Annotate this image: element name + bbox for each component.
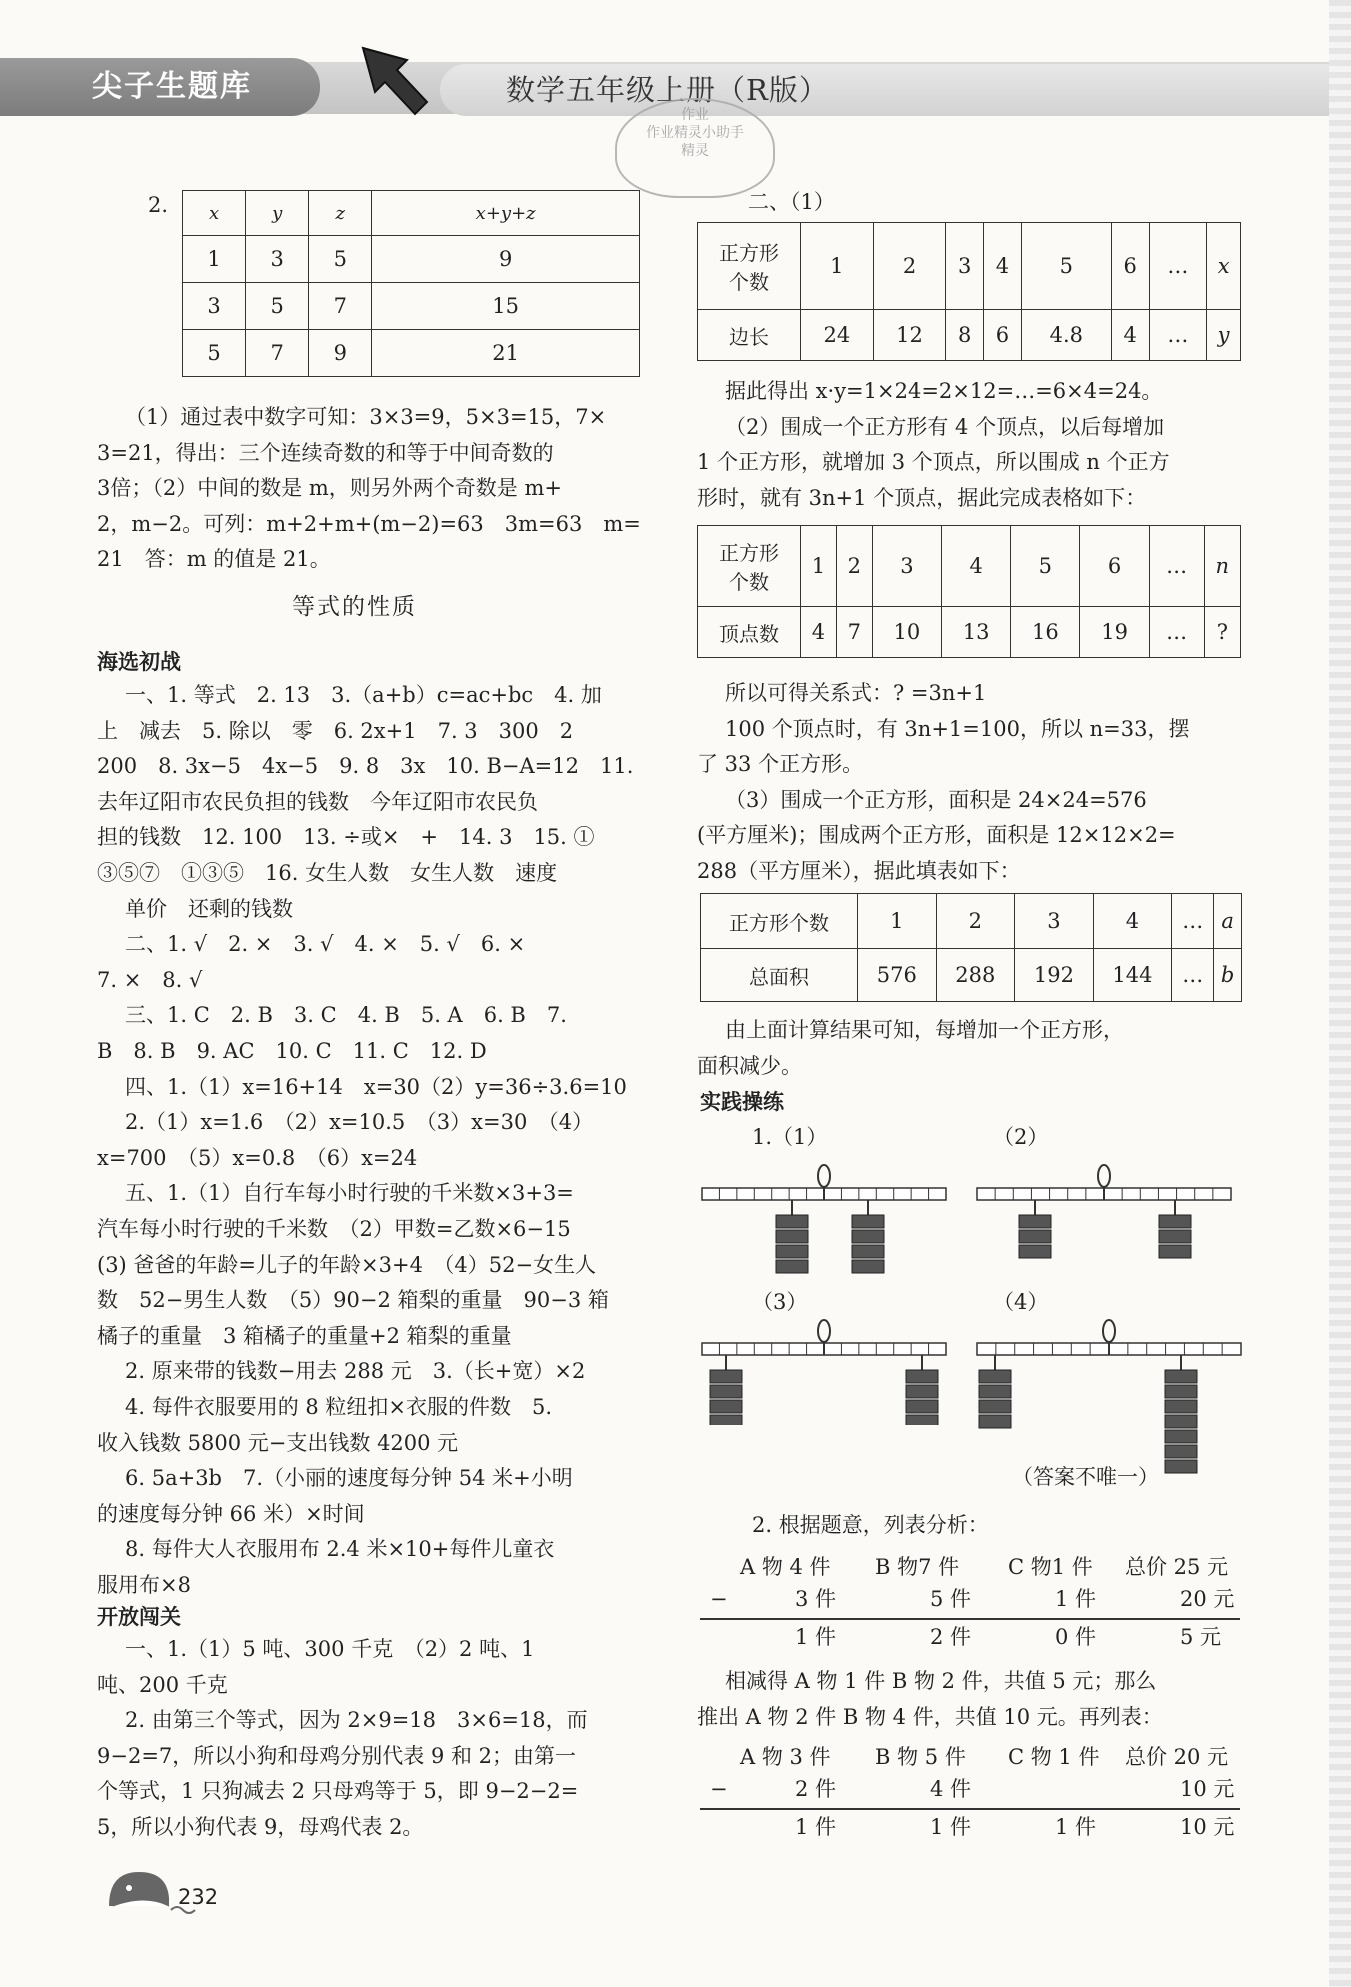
- text-line: 相减得 A 物 1 件 B 物 2 件，共值 5 元；那么: [725, 1669, 1157, 1693]
- p2: 2. 根据题意，列表分析：: [752, 1513, 989, 1537]
- weight-block: [979, 1415, 1011, 1428]
- balance-ring: [1103, 1320, 1115, 1342]
- text-line: (平方厘米)；围成两个正方形，面积是 12×12×2=: [697, 823, 1176, 847]
- table-cell: 5: [183, 330, 246, 377]
- text-line: 三、1. C 2. B 3. C 4. B 5. A 6. B 7.: [125, 1003, 567, 1028]
- text-line: 服用布×8: [97, 1573, 191, 1597]
- calc-cell: A 物 4 件: [740, 1555, 831, 1579]
- page-edge: [1329, 0, 1351, 1987]
- calc-cell: 1 件: [795, 1815, 837, 1839]
- calc-cell: 5 件: [930, 1587, 972, 1611]
- weight-block: [710, 1400, 742, 1413]
- calc-cell: 10 元: [1180, 1777, 1235, 1801]
- text-line: 据此得出 x·y=1×24=2×12=…=6×4=24。: [725, 379, 1163, 403]
- table-cell: 7: [246, 330, 309, 377]
- calc-cell: B 物 5 件: [875, 1745, 966, 1769]
- calc-cell: 1 件: [1055, 1587, 1097, 1611]
- calc-cell: 总价 20 元: [1125, 1745, 1229, 1769]
- weight-block: [1019, 1215, 1051, 1228]
- table-cell: 1: [183, 236, 246, 283]
- table-row: [698, 526, 1241, 607]
- row-label: 顶点数: [698, 607, 801, 658]
- weight-block: [1165, 1385, 1197, 1398]
- table-cell: a: [1214, 894, 1242, 949]
- weight-block: [1165, 1370, 1197, 1383]
- table-xyz: [182, 190, 640, 377]
- table-row: [701, 949, 1242, 1002]
- header-cell: y: [246, 191, 309, 236]
- weight-block: [776, 1215, 808, 1228]
- text-line: （1）通过表中数字可知：3×3=9，5×3=15，7×: [125, 405, 607, 429]
- table-cell: 1: [801, 223, 874, 310]
- fig-label-2: （2）: [993, 1125, 1049, 1149]
- text-line: 汽车每小时行驶的千米数 （2）甲数=乙数×6−15: [97, 1217, 571, 1241]
- table-cell: 2: [836, 526, 872, 607]
- balance-ring: [818, 1320, 830, 1342]
- text-line: 个等式，1 只狗减去 2 只母鸡等于 5，即 9−2−2=: [97, 1779, 579, 1803]
- weight-block: [1159, 1215, 1191, 1228]
- text-line: 2. 由第三个等式，因为 2×9=18 3×6=18，而: [125, 1708, 588, 1732]
- table-row: [183, 236, 640, 283]
- text-line: B 8. B 9. AC 10. C 11. C 12. D: [97, 1039, 487, 1063]
- table-cell: …: [1172, 894, 1214, 949]
- table-cell: …: [1149, 223, 1207, 310]
- text-line: 面积减少。: [697, 1053, 802, 1078]
- calc-cell: 0 件: [1055, 1625, 1097, 1649]
- text-line: 5，所以小狗代表 9，母鸡代表 2。: [97, 1814, 424, 1839]
- table-cell: 21: [372, 330, 640, 377]
- table-cell: 7: [836, 607, 872, 658]
- text-line: 四、1.（1）x=16+14 x=30（2）y=36÷3.6=10: [125, 1074, 627, 1099]
- table-cell: 2: [873, 223, 946, 310]
- table-row: [701, 894, 1242, 949]
- table-row: [698, 607, 1241, 658]
- table-cell: 12: [873, 310, 946, 361]
- weight-block: [1159, 1230, 1191, 1243]
- calc-cell: C 物1 件: [1008, 1555, 1093, 1579]
- table-cell: …: [1149, 607, 1204, 658]
- text-line: 一、1.（1）5 吨、300 千克 （2）2 吨、1: [125, 1637, 535, 1661]
- calc-cell: 2 件: [795, 1777, 837, 1801]
- weight-block: [1165, 1400, 1197, 1413]
- row-label: 总面积: [701, 949, 858, 1002]
- weight-block: [776, 1245, 808, 1258]
- calc-cell: 总价 25 元: [1125, 1555, 1229, 1579]
- table-cell: 9: [372, 236, 640, 283]
- text-line: 形时，就有 3n+1 个顶点，据此完成表格如下：: [697, 485, 1147, 510]
- table-cell: 2: [936, 894, 1015, 949]
- calc-cell: 1 件: [795, 1625, 837, 1649]
- calc-cell: 20 元: [1180, 1587, 1235, 1611]
- weight-block: [710, 1415, 742, 1425]
- table-cell: 3: [872, 526, 941, 607]
- fig-label-4: （4）: [993, 1290, 1049, 1314]
- table-cell: 4: [942, 526, 1011, 607]
- table-cell: 15: [372, 283, 640, 330]
- calc-cell: A 物 3 件: [740, 1745, 831, 1769]
- table-cell: 16: [1011, 607, 1080, 658]
- table-cell: 19: [1080, 607, 1149, 658]
- table-cell: 3: [946, 223, 984, 310]
- right-head: 二、（1）: [748, 190, 835, 214]
- text-line: 由上面计算结果可知，每增加一个正方形，: [725, 1018, 1124, 1042]
- text-line: 担的钱数 12. 100 13. ÷或× + 14. 3 15. ①: [97, 825, 595, 850]
- table-cell: 5: [309, 236, 372, 283]
- text-line: 3倍；（2）中间的数是 m，则另外两个奇数是 m+: [97, 476, 562, 500]
- weight-block: [710, 1385, 742, 1398]
- weight-block: [776, 1230, 808, 1243]
- weight-block: [852, 1230, 884, 1243]
- table-cell: 1: [801, 526, 837, 607]
- minus-sign: −: [710, 1587, 728, 1611]
- table-cell: 144: [1093, 949, 1172, 1002]
- calc-cell: 3 件: [795, 1587, 837, 1611]
- weight-block: [1165, 1430, 1197, 1443]
- table-cell: 9: [309, 330, 372, 377]
- table-cell: 7: [309, 283, 372, 330]
- row-label: 正方形个数: [698, 223, 801, 310]
- arrow-icon: [355, 40, 435, 120]
- table-cell: 1: [858, 894, 937, 949]
- text-line: （2）围成一个正方形有 4 个顶点，以后每增加: [725, 414, 1165, 439]
- text-line: 3=21，得出：三个连续奇数的和等于中间奇数的: [97, 440, 554, 465]
- text-line: 吨、200 千克: [97, 1672, 228, 1697]
- weight-block: [979, 1400, 1011, 1413]
- book-title: 数学五年级上册（R版）: [440, 64, 1350, 116]
- table-cell: 3: [246, 236, 309, 283]
- text-line: 8. 每件大人衣服用布 2.4 米×10+每件儿童衣: [125, 1537, 555, 1562]
- text-line: 二、1. √ 2. × 3. √ 4. × 5. √ 6. ×: [125, 932, 526, 957]
- balance-figure-1: [700, 1160, 950, 1280]
- text-line: 1 个正方形，就增加 3 个顶点，所以围成 n 个正方: [697, 450, 1170, 474]
- calc-cell: 1 件: [930, 1815, 972, 1839]
- text-line: x=700 （5）x=0.8 （6）x=24: [97, 1145, 418, 1170]
- table-cell: 576: [858, 949, 937, 1002]
- weight-block: [1159, 1245, 1191, 1258]
- text-line: 收入钱数 5800 元−支出钱数 4200 元: [97, 1430, 459, 1455]
- table-cell: n: [1204, 526, 1240, 607]
- text-line: （3）围成一个正方形，面积是 24×24=576: [725, 787, 1147, 812]
- table-cell: ?: [1204, 607, 1240, 658]
- weight-block: [852, 1260, 884, 1273]
- table-cell: 5: [1021, 223, 1111, 310]
- balance-ring: [818, 1165, 830, 1187]
- text-line: 2. 原来带的钱数−用去 288 元 3.（长+宽）×2: [125, 1359, 586, 1384]
- section-title: 等式的性质: [292, 594, 417, 620]
- calc-cell: B 物7 件: [875, 1555, 960, 1579]
- table-cell: …: [1172, 949, 1214, 1002]
- weight-block: [1165, 1460, 1197, 1473]
- table-row: [698, 223, 1241, 310]
- text-line: 的速度每分钟 66 米）×时间: [97, 1501, 365, 1526]
- table-cell: b: [1214, 949, 1242, 1002]
- weight-block: [852, 1245, 884, 1258]
- q2-label: 2.: [148, 193, 169, 217]
- calc-rule: [700, 1618, 1240, 1620]
- fig-label-3: （3）: [752, 1290, 808, 1314]
- text-line: 288（平方厘米），据此填表如下：: [697, 858, 1021, 883]
- table-cell: 4.8: [1021, 310, 1111, 361]
- table-cell: 3: [183, 283, 246, 330]
- calc-cell: 10 元: [1180, 1815, 1235, 1839]
- calc-cell: 2 件: [930, 1625, 972, 1649]
- row-label: 边长: [698, 310, 801, 361]
- calc-cell: 4 件: [930, 1777, 972, 1801]
- table-cell: x: [1207, 223, 1241, 310]
- sub-heading-3: 实践操练: [700, 1090, 784, 1114]
- text-line: 五、1.（1）自行车每小时行驶的千米数×3+3=: [125, 1181, 574, 1206]
- table-cell: 8: [946, 310, 984, 361]
- sub-heading-2: 开放闯关: [97, 1605, 181, 1629]
- weight-block: [1165, 1445, 1197, 1458]
- weight-block: [906, 1370, 938, 1383]
- text-line: 9−2=7，所以小狗和母鸡分别代表 9 和 2；由第一: [97, 1743, 577, 1768]
- balance-figure-3: [700, 1315, 950, 1425]
- text-line: 200 8. 3x−5 4x−5 9. 8 3x 10. B−A=12 11.: [97, 754, 634, 779]
- table-cell: 4: [1093, 894, 1172, 949]
- table-cell: 24: [801, 310, 874, 361]
- text-line: 一、1. 等式 2. 13 3.（a+b）c=ac+bc 4. 加: [125, 683, 602, 707]
- fig-label-1: 1.（1）: [752, 1125, 828, 1149]
- table-side-length: [697, 222, 1241, 361]
- table-row: [183, 283, 640, 330]
- text-line: 单价 还剩的钱数: [125, 896, 293, 921]
- text-line: ③⑤⑦ ①③⑤ 16. 女生人数 女生人数 速度: [97, 861, 558, 885]
- table-cell: 4: [801, 607, 837, 658]
- table-cell: 10: [872, 607, 941, 658]
- text-line: 2.（1）x=1.6 （2）x=10.5 （3）x=30 （4）: [125, 1110, 594, 1135]
- table-cell: 5: [1011, 526, 1080, 607]
- text-line: 100 个顶点时，有 3n+1=100，所以 n=33，摆: [725, 716, 1190, 741]
- table-cell: 288: [936, 949, 1015, 1002]
- balance-figure-2: [975, 1160, 1235, 1280]
- weight-block: [1019, 1230, 1051, 1243]
- fig-note: （答案不唯一）: [1012, 1465, 1159, 1489]
- text-line: 所以可得关系式：? =3n+1: [725, 681, 987, 705]
- table-row: [698, 310, 1241, 361]
- calc-rule: [700, 1808, 1240, 1810]
- table-cell: 4: [1111, 310, 1149, 361]
- weight-block: [979, 1385, 1011, 1398]
- header-cell: x+y+z: [372, 191, 640, 236]
- weight-block: [906, 1400, 938, 1413]
- weight-block: [906, 1385, 938, 1398]
- text-line: 4. 每件衣服要用的 8 粒纽扣×衣服的件数 5.: [125, 1395, 553, 1419]
- text-line: 7. × 8. √: [97, 967, 203, 992]
- table-cell: 4: [984, 223, 1022, 310]
- table-cell: 3: [1015, 894, 1094, 949]
- text-line: 了 33 个正方形。: [697, 752, 864, 776]
- weight-block: [906, 1415, 938, 1425]
- table-cell: 6: [1111, 223, 1149, 310]
- table-cell: 5: [246, 283, 309, 330]
- weight-block: [979, 1370, 1011, 1383]
- text-line: 橘子的重量 3 箱橘子的重量+2 箱梨的重量: [97, 1323, 512, 1348]
- table-cell: y: [1207, 310, 1241, 361]
- table-cell: 6: [984, 310, 1022, 361]
- balance-ring: [1098, 1165, 1110, 1187]
- calc-cell: 5 元: [1180, 1625, 1222, 1649]
- row-label: 正方形个数: [701, 894, 858, 949]
- brand-label: 尖子生题库: [0, 58, 320, 116]
- table-cell: 6: [1080, 526, 1149, 607]
- table-cell: …: [1149, 526, 1204, 607]
- text-line: 推出 A 物 2 件 B 物 4 件，共值 10 元。再列表：: [697, 1704, 1163, 1729]
- table-cell: 192: [1015, 949, 1094, 1002]
- table-vertices: [697, 525, 1241, 658]
- weight-block: [710, 1370, 742, 1383]
- calc-cell: 1 件: [1055, 1815, 1097, 1839]
- text-line: 21 答：m 的值是 21。: [97, 547, 331, 571]
- text-line: 上 减去 5. 除以 零 6. 2x+1 7. 3 300 2: [97, 718, 574, 743]
- row-label: 正方形个数: [698, 526, 801, 607]
- text-line: (3) 爸爸的年龄=儿子的年龄×3+4 （4）52−女生人: [97, 1252, 597, 1277]
- weight-block: [852, 1215, 884, 1228]
- sub-heading-1: 海选初战: [97, 650, 181, 674]
- text-line: 去年辽阳市农民负担的钱数 今年辽阳市农民负: [97, 789, 538, 814]
- table-cell: 13: [942, 607, 1011, 658]
- table-area: [700, 893, 1242, 1002]
- page-number: 232: [178, 1885, 219, 1909]
- table-cell: …: [1149, 310, 1207, 361]
- weight-block: [1019, 1245, 1051, 1258]
- calc-cell: C 物 1 件: [1008, 1745, 1100, 1769]
- weight-block: [1165, 1415, 1197, 1428]
- text-line: 数 52−男生人数 （5）90−2 箱梨的重量 90−3 箱: [97, 1288, 609, 1313]
- weight-block: [776, 1260, 808, 1273]
- text-line: 6. 5a+3b 7.（小丽的速度每分钟 54 米+小明: [125, 1466, 573, 1491]
- watermark-stamp: 作业 作业精灵小助手 精灵: [615, 98, 775, 198]
- header-cell: x: [183, 191, 246, 236]
- minus-sign: −: [710, 1777, 728, 1801]
- table-row: [183, 330, 640, 377]
- header-cell: z: [309, 191, 372, 236]
- text-line: 2，m−2。可列：m+2+m+(m−2)=63 3m=63 m=: [97, 511, 641, 536]
